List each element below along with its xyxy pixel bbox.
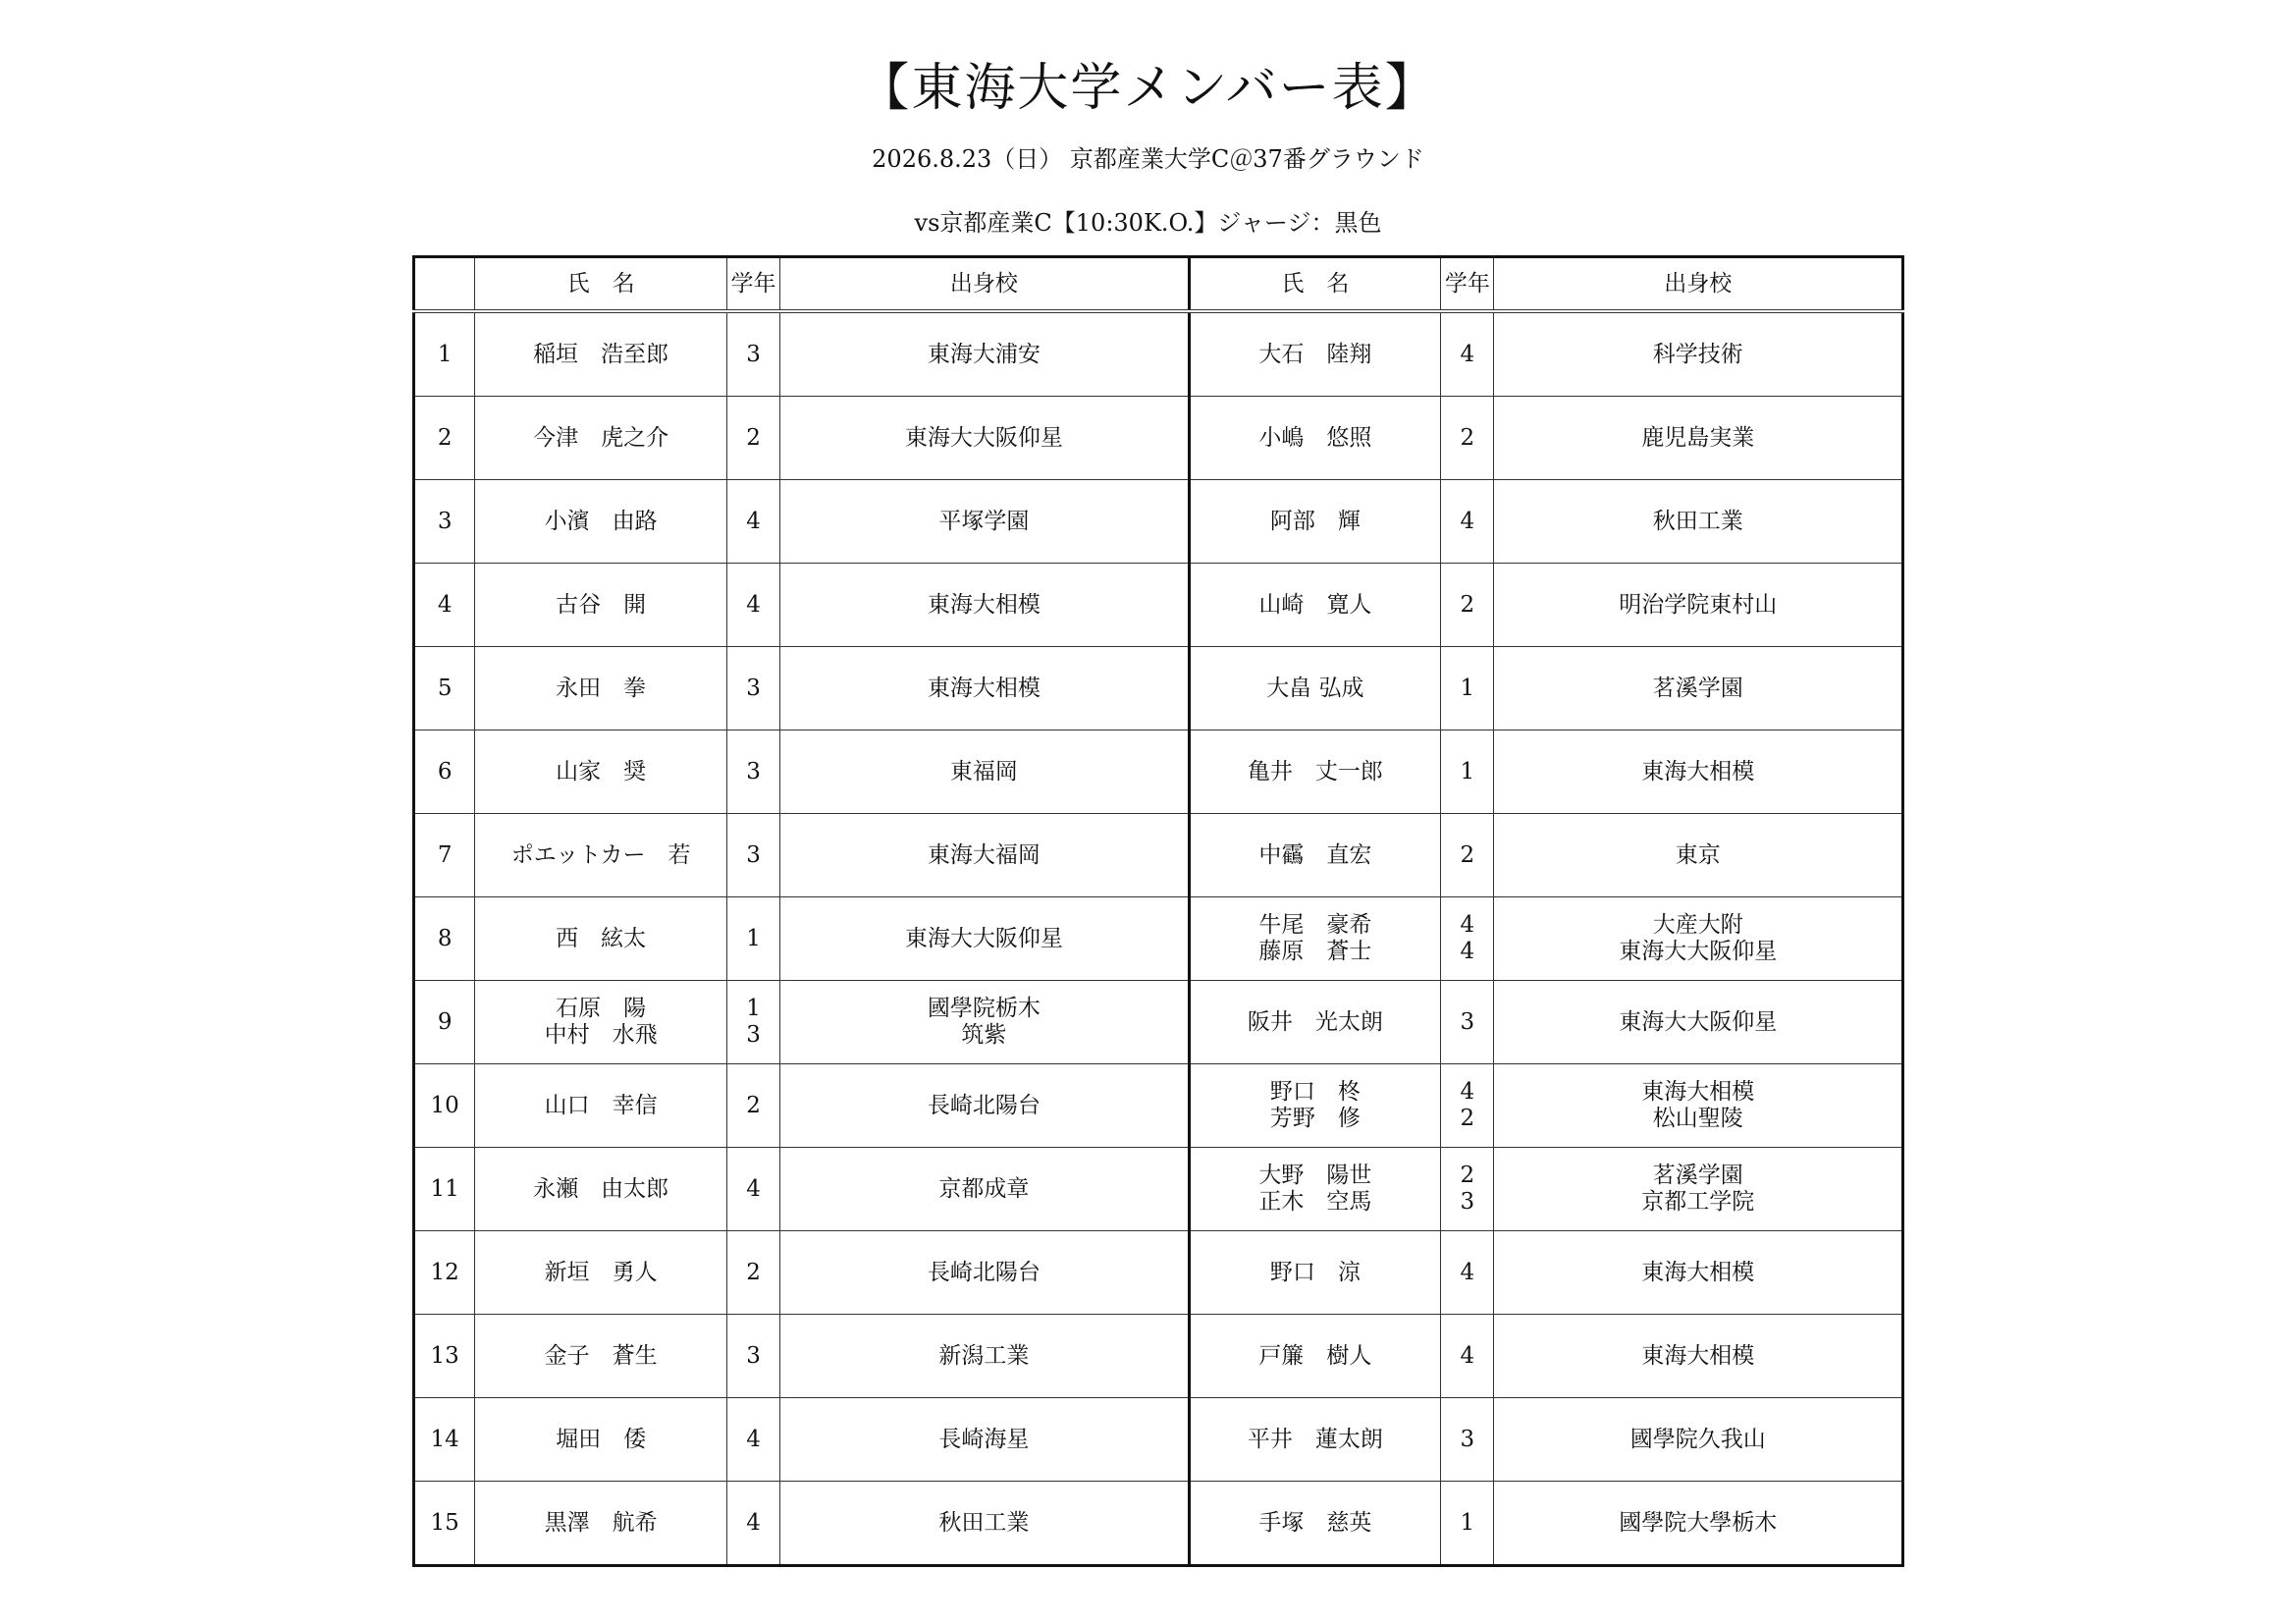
school-left-cell: 東海大大阪仰星 <box>780 397 1189 480</box>
header-grade-right: 学年 <box>1441 257 1494 312</box>
grade-right-cell: 2 <box>1441 564 1494 647</box>
school-left-cell: 東海大大阪仰星 <box>780 897 1189 981</box>
name-left-cell: 新垣 勇人 <box>475 1231 727 1315</box>
school-left-cell: 國學院栃木 筑紫 <box>780 981 1189 1064</box>
row-number-cell: 5 <box>414 647 475 731</box>
grade-left-cell: 3 <box>726 731 779 814</box>
school-right-cell: 東海大相模 <box>1494 731 1903 814</box>
match-info: vs京都産業C【10:30K.O.】ジャージ：黒色 <box>914 209 1382 237</box>
school-right-cell: 茗溪学園 <box>1494 647 1903 731</box>
school-left-cell: 新潟工業 <box>780 1315 1189 1398</box>
row-number-cell: 1 <box>414 311 475 397</box>
school-right-cell: 秋田工業 <box>1494 480 1903 564</box>
grade-left-cell: 4 <box>726 1148 779 1231</box>
grade-left-cell: 2 <box>726 1064 779 1148</box>
grade-right-cell: 4 4 <box>1441 897 1494 981</box>
school-right-cell: 東海大相模 <box>1494 1315 1903 1398</box>
grade-left-cell: 4 <box>726 1482 779 1566</box>
header-school-left: 出身校 <box>780 257 1189 312</box>
table-row <box>414 564 1903 647</box>
school-left-cell: 東海大福岡 <box>780 814 1189 897</box>
grade-left-cell: 3 <box>726 647 779 731</box>
table-row <box>414 1064 1903 1148</box>
grade-right-cell: 3 <box>1441 981 1494 1064</box>
school-right-cell: 大産大附 東海大大阪仰星 <box>1494 897 1903 981</box>
name-right-cell: 大野 陽世 正木 空馬 <box>1189 1148 1441 1231</box>
school-left-cell: 京都成章 <box>780 1148 1189 1231</box>
grade-left-cell: 4 <box>726 480 779 564</box>
row-number-cell: 8 <box>414 897 475 981</box>
school-left-cell: 長崎海星 <box>780 1398 1189 1482</box>
table-row <box>414 397 1903 480</box>
table-row <box>414 1231 1903 1315</box>
table-row <box>414 731 1903 814</box>
name-left-cell: 永瀬 由太郎 <box>475 1148 727 1231</box>
grade-right-cell: 1 <box>1441 1482 1494 1566</box>
row-number-cell: 11 <box>414 1148 475 1231</box>
name-left-cell: 堀田 倭 <box>475 1398 727 1482</box>
header-number <box>414 257 475 312</box>
grade-left-cell: 2 <box>726 1231 779 1315</box>
grade-left-cell: 4 <box>726 564 779 647</box>
grade-left-cell: 3 <box>726 814 779 897</box>
row-number-cell: 6 <box>414 731 475 814</box>
grade-right-cell: 4 <box>1441 1315 1494 1398</box>
row-number-cell: 15 <box>414 1482 475 1566</box>
name-left-cell: 山家 奨 <box>475 731 727 814</box>
grade-right-cell: 1 <box>1441 731 1494 814</box>
grade-right-cell: 4 2 <box>1441 1064 1494 1148</box>
grade-right-cell: 4 <box>1441 311 1494 397</box>
header-school-right: 出身校 <box>1494 257 1903 312</box>
name-left-cell: 古谷 開 <box>475 564 727 647</box>
header-name-left: 氏 名 <box>475 257 727 312</box>
row-number-cell: 9 <box>414 981 475 1064</box>
name-right-cell: 手塚 慈英 <box>1189 1482 1441 1566</box>
grade-left-cell: 3 <box>726 1315 779 1398</box>
grade-left-cell: 3 <box>726 311 779 397</box>
grade-left-cell: 4 <box>726 1398 779 1482</box>
row-number-cell: 7 <box>414 814 475 897</box>
row-number-cell: 3 <box>414 480 475 564</box>
school-right-cell: 國學院大學栃木 <box>1494 1482 1903 1566</box>
school-left-cell: 東海大浦安 <box>780 311 1189 397</box>
grade-right-cell: 4 <box>1441 480 1494 564</box>
name-left-cell: 石原 陽 中村 水飛 <box>475 981 727 1064</box>
row-number-cell: 13 <box>414 1315 475 1398</box>
name-left-cell: ポエットカー 若 <box>475 814 727 897</box>
school-right-cell: 鹿児島実業 <box>1494 397 1903 480</box>
match-date-venue: 2026.8.23（日） 京都産業大学C＠37番グラウンド <box>872 145 1424 173</box>
row-number-cell: 12 <box>414 1231 475 1315</box>
name-right-cell: 小嶋 悠照 <box>1189 397 1441 480</box>
school-left-cell: 秋田工業 <box>780 1482 1189 1566</box>
header-name-right: 氏 名 <box>1189 257 1441 312</box>
name-right-cell: 野口 涼 <box>1189 1231 1441 1315</box>
name-right-cell: 野口 柊 芳野 修 <box>1189 1064 1441 1148</box>
grade-right-cell: 2 <box>1441 814 1494 897</box>
table-row <box>414 311 1903 397</box>
table-row <box>414 480 1903 564</box>
name-left-cell: 金子 蒼生 <box>475 1315 727 1398</box>
school-left-cell: 平塚学園 <box>780 480 1189 564</box>
school-right-cell: 東京 <box>1494 814 1903 897</box>
name-right-cell: 大石 陸翔 <box>1189 311 1441 397</box>
name-right-cell: 中靍 直宏 <box>1189 814 1441 897</box>
table-row <box>414 897 1903 981</box>
table-header-row <box>414 257 1903 312</box>
school-left-cell: 東海大相模 <box>780 647 1189 731</box>
school-right-cell: 東海大大阪仰星 <box>1494 981 1903 1064</box>
member-table <box>412 255 1904 1567</box>
grade-right-cell: 1 <box>1441 647 1494 731</box>
table-row <box>414 1398 1903 1482</box>
school-right-cell: 科学技術 <box>1494 311 1903 397</box>
row-number-cell: 4 <box>414 564 475 647</box>
row-number-cell: 14 <box>414 1398 475 1482</box>
grade-right-cell: 2 3 <box>1441 1148 1494 1231</box>
school-left-cell: 長崎北陽台 <box>780 1064 1189 1148</box>
grade-right-cell: 3 <box>1441 1398 1494 1482</box>
header-grade-left: 学年 <box>726 257 779 312</box>
table-row <box>414 1315 1903 1398</box>
name-right-cell: 阪井 光太朗 <box>1189 981 1441 1064</box>
table-row <box>414 981 1903 1064</box>
grade-right-cell: 2 <box>1441 397 1494 480</box>
school-left-cell: 長崎北陽台 <box>780 1231 1189 1315</box>
name-left-cell: 小濱 由路 <box>475 480 727 564</box>
row-number-cell: 10 <box>414 1064 475 1148</box>
row-number-cell: 2 <box>414 397 475 480</box>
name-right-cell: 阿部 輝 <box>1189 480 1441 564</box>
school-right-cell: 東海大相模 松山聖陵 <box>1494 1064 1903 1148</box>
school-left-cell: 東福岡 <box>780 731 1189 814</box>
page-title: 【東海大学メンバー表】 <box>858 59 1438 118</box>
grade-left-cell: 2 <box>726 397 779 480</box>
grade-left-cell: 1 <box>726 897 779 981</box>
table-row <box>414 1482 1903 1566</box>
grade-left-cell: 1 3 <box>726 981 779 1064</box>
school-right-cell: 明治学院東村山 <box>1494 564 1903 647</box>
name-right-cell: 山崎 寛人 <box>1189 564 1441 647</box>
name-right-cell: 大畠 弘成 <box>1189 647 1441 731</box>
school-right-cell: 茗溪学園 京都工学院 <box>1494 1148 1903 1231</box>
name-left-cell: 稲垣 浩至郎 <box>475 311 727 397</box>
name-left-cell: 今津 虎之介 <box>475 397 727 480</box>
name-right-cell: 牛尾 豪希 藤原 蒼士 <box>1189 897 1441 981</box>
name-left-cell: 黒澤 航希 <box>475 1482 727 1566</box>
name-left-cell: 西 絃太 <box>475 897 727 981</box>
school-right-cell: 東海大相模 <box>1494 1231 1903 1315</box>
table-row <box>414 1148 1903 1231</box>
school-left-cell: 東海大相模 <box>780 564 1189 647</box>
name-left-cell: 山口 幸信 <box>475 1064 727 1148</box>
grade-right-cell: 4 <box>1441 1231 1494 1315</box>
name-right-cell: 戸簾 樹人 <box>1189 1315 1441 1398</box>
name-left-cell: 永田 拳 <box>475 647 727 731</box>
table-row <box>414 814 1903 897</box>
name-right-cell: 平井 蓮太朗 <box>1189 1398 1441 1482</box>
table-body <box>414 311 1903 1566</box>
school-right-cell: 國學院久我山 <box>1494 1398 1903 1482</box>
table-row <box>414 647 1903 731</box>
name-right-cell: 亀井 丈一郎 <box>1189 731 1441 814</box>
